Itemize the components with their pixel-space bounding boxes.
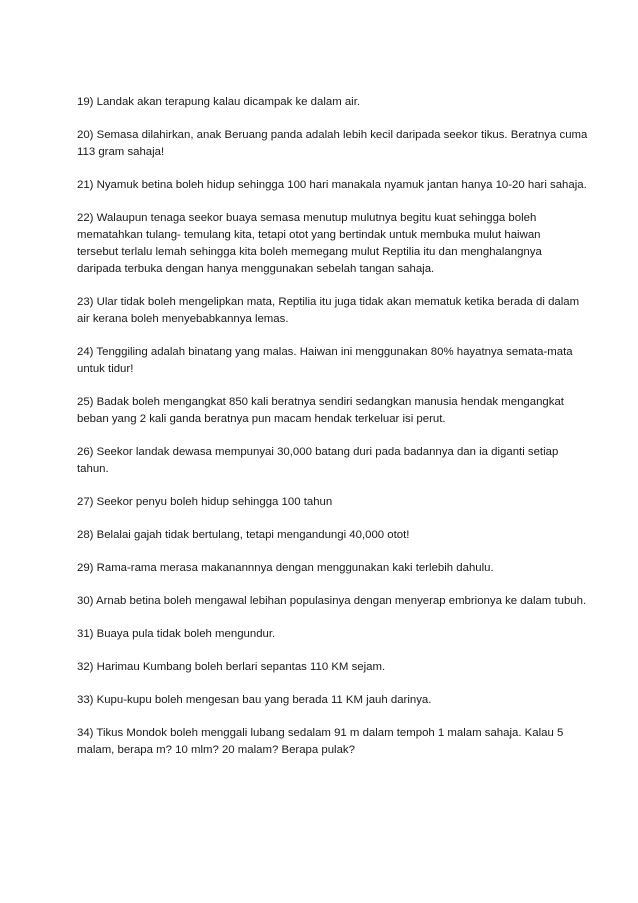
paragraph-line: 20) Semasa dilahirkan, anak Beruang panda adalah lebih kecil daripada seekor tikus. Beratnya cuma — [77, 129, 588, 141]
paragraph-line: 21) Nyamuk betina boleh hidup sehingga 100 hari manakala nyamuk jantan hanya 10-20 hari sahaja. — [77, 179, 587, 191]
paragraph-line: tersebut terlalu lemah sehingga kita boleh memegang mulut Reptilia itu dan menghalangnya — [77, 246, 542, 258]
paragraph-line: 31) Buaya pula tidak boleh mengundur. — [77, 628, 276, 640]
paragraph-line: tahun. — [77, 463, 109, 475]
fact-paragraph — [77, 294, 580, 328]
fact-paragraph — [77, 344, 577, 378]
paragraph-line: mematahkan tulang- temulang kita, tetapi otot yang bertindak untuk membuka mulut haiwan — [77, 229, 541, 241]
fact-paragraph — [77, 659, 577, 676]
paragraph-line: 24) Tenggiling adalah binatang yang malas. Haiwan ini menggunakan 80% hayatnya semata-mata — [77, 346, 573, 358]
paragraph-line: 19) Landak akan terapung kalau dicampak ke dalam air. — [77, 96, 361, 108]
paragraph-line: 113 gram sahaja! — [77, 146, 165, 158]
paragraph-line: 33) Kupu-kupu boleh mengesan bau yang berada 11 KM jauh darinya. — [77, 694, 432, 706]
fact-paragraph — [77, 127, 588, 161]
fact-paragraph — [77, 94, 577, 111]
paragraph-line: 29) Rama-rama merasa makanannnya dengan menggunakan kaki terlebih dahulu. — [77, 562, 494, 574]
fact-paragraph — [77, 210, 577, 278]
fact-paragraph — [77, 593, 587, 610]
fact-paragraph — [77, 692, 577, 709]
paragraph-line: 28) Belalai gajah tidak bertulang, tetapi mengandungi 40,000 otot! — [77, 529, 410, 541]
paragraph-line: untuk tidur! — [77, 363, 134, 375]
paragraph-line: 25) Badak boleh mengangkat 850 kali beratnya sendiri sedangkan manusia hendak mengangkat — [77, 396, 564, 408]
document-body — [77, 94, 588, 775]
fact-paragraph — [77, 177, 587, 194]
paragraph-line: 30) Arnab betina boleh mengawal lebihan populasinya dengan menyerap embrionya ke dalam tubuh. — [77, 595, 587, 607]
paragraph-line: 22) Walaupun tenaga seekor buaya semasa menutup mulutnya begitu kuat sehingga boleh — [77, 212, 537, 224]
paragraph-line: 34) Tikus Mondok boleh menggali lubang sedalam 91 m dalam tempoh 1 malam sahaja. Kalau 5 — [77, 727, 564, 739]
paragraph-line: beban yang 2 kali ganda beratnya pun macam hendak terkeluar isi perut. — [77, 413, 446, 425]
fact-paragraph — [77, 394, 577, 428]
fact-paragraph — [77, 494, 577, 511]
fact-paragraph — [77, 725, 577, 759]
paragraph-line: 23) Ular tidak boleh mengelipkan mata, Reptilia itu juga tidak akan mematuk ketika berada di dalam — [77, 296, 580, 308]
paragraph-line: 27) Seekor penyu boleh hidup sehingga 100 tahun — [77, 496, 333, 508]
paragraph-line: 32) Harimau Kumbang boleh berlari sepantas 110 KM sejam. — [77, 661, 386, 673]
paragraph-line: malam, berapa m? 10 mlm? 20 malam? Berapa pulak? — [77, 744, 355, 756]
paragraph-line: 26) Seekor landak dewasa mempunyai 30,000 batang duri pada badannya dan ia diganti setiap — [77, 446, 559, 458]
fact-paragraph — [77, 560, 577, 577]
paragraph-line: daripada terbuka dengan hanya menggunakan sebelah tangan sahaja. — [77, 263, 435, 275]
fact-paragraph — [77, 444, 577, 478]
paragraph-line: air kerana boleh menyebabkannya lemas. — [77, 313, 289, 325]
fact-paragraph — [77, 527, 577, 544]
fact-paragraph — [77, 626, 577, 643]
